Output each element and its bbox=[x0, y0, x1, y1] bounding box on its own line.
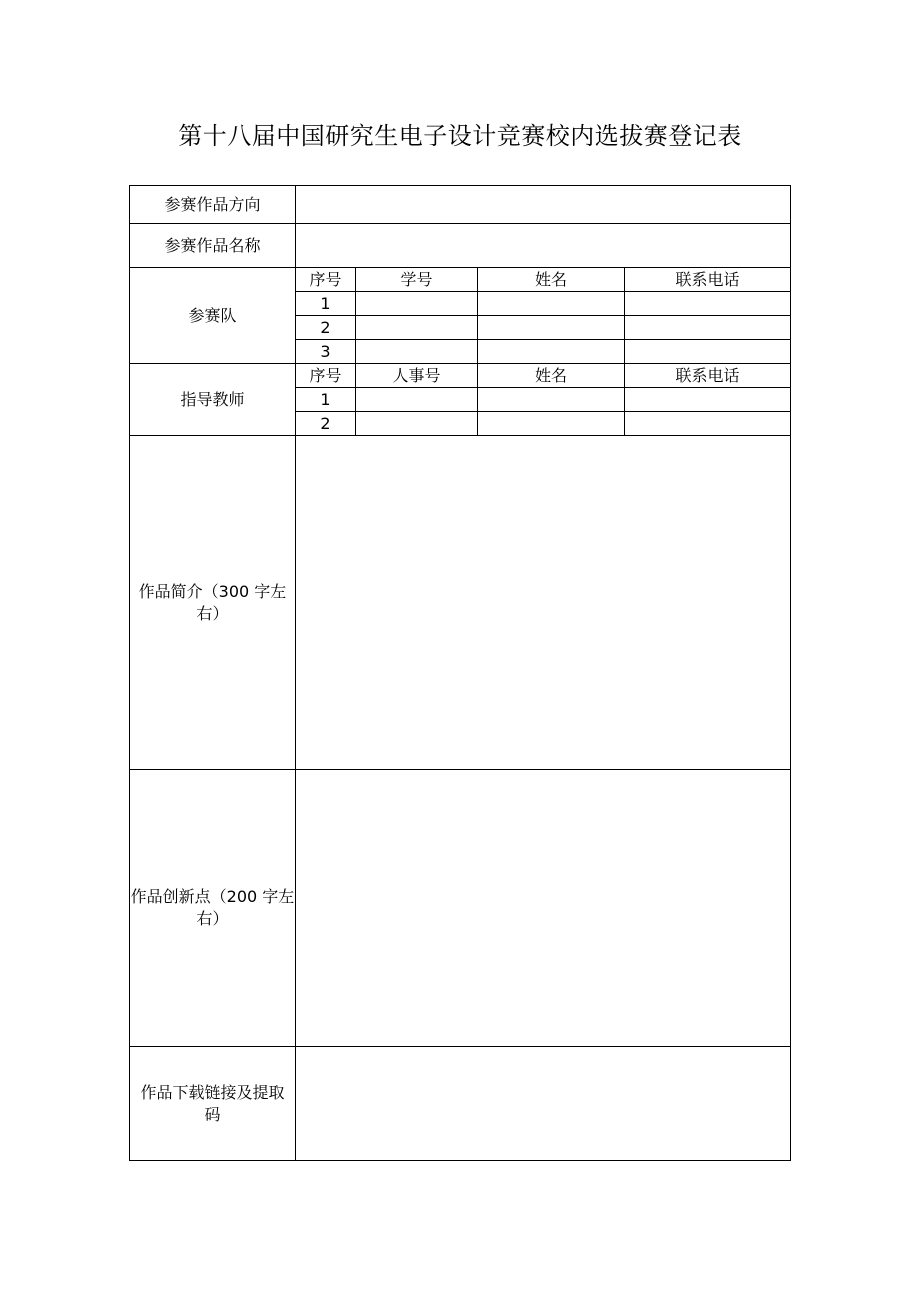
direction-field[interactable] bbox=[296, 186, 791, 224]
team-row-no: 3 bbox=[296, 340, 356, 364]
advisor-row-name-field[interactable] bbox=[478, 412, 625, 436]
team-label: 参赛队 bbox=[130, 268, 296, 364]
advisor-row-id-field[interactable] bbox=[356, 388, 478, 412]
advisor-row-no: 1 bbox=[296, 388, 356, 412]
innovation-label: 作品创新点（200 字左右） bbox=[130, 770, 296, 1047]
intro-field[interactable] bbox=[296, 436, 791, 770]
team-row-phone-field[interactable] bbox=[625, 316, 791, 340]
team-row-id-field[interactable] bbox=[356, 292, 478, 316]
advisor-row-name-field[interactable] bbox=[478, 388, 625, 412]
team-row-no: 2 bbox=[296, 316, 356, 340]
advisor-header-phone: 联系电话 bbox=[625, 364, 791, 388]
team-header-phone: 联系电话 bbox=[625, 268, 791, 292]
team-header-name: 姓名 bbox=[478, 268, 625, 292]
project-name-label: 参赛作品名称 bbox=[130, 224, 296, 268]
download-label: 作品下载链接及提取码 bbox=[130, 1047, 296, 1161]
advisor-row-id-field[interactable] bbox=[356, 412, 478, 436]
innovation-field[interactable] bbox=[296, 770, 791, 1047]
advisor-header-no: 序号 bbox=[296, 364, 356, 388]
project-name-field[interactable] bbox=[296, 224, 791, 268]
intro-label: 作品简介（300 字左右） bbox=[130, 436, 296, 770]
team-row-name-field[interactable] bbox=[478, 292, 625, 316]
team-row-id-field[interactable] bbox=[356, 340, 478, 364]
team-header-no: 序号 bbox=[296, 268, 356, 292]
advisor-row-no: 2 bbox=[296, 412, 356, 436]
advisor-row-phone-field[interactable] bbox=[625, 412, 791, 436]
team-row-no: 1 bbox=[296, 292, 356, 316]
team-row-phone-field[interactable] bbox=[625, 292, 791, 316]
team-row-phone-field[interactable] bbox=[625, 340, 791, 364]
advisor-row-phone-field[interactable] bbox=[625, 388, 791, 412]
page-title: 第十八届中国研究生电子设计竞赛校内选拔赛登记表 bbox=[178, 122, 742, 150]
team-header-id: 学号 bbox=[356, 268, 478, 292]
team-row-name-field[interactable] bbox=[478, 316, 625, 340]
download-field[interactable] bbox=[296, 1047, 791, 1161]
team-row-id-field[interactable] bbox=[356, 316, 478, 340]
advisor-label: 指导教师 bbox=[130, 364, 296, 436]
direction-label: 参赛作品方向 bbox=[130, 186, 296, 224]
registration-form-table bbox=[129, 185, 791, 1161]
advisor-header-name: 姓名 bbox=[478, 364, 625, 388]
advisor-header-id: 人事号 bbox=[356, 364, 478, 388]
team-row-name-field[interactable] bbox=[478, 340, 625, 364]
